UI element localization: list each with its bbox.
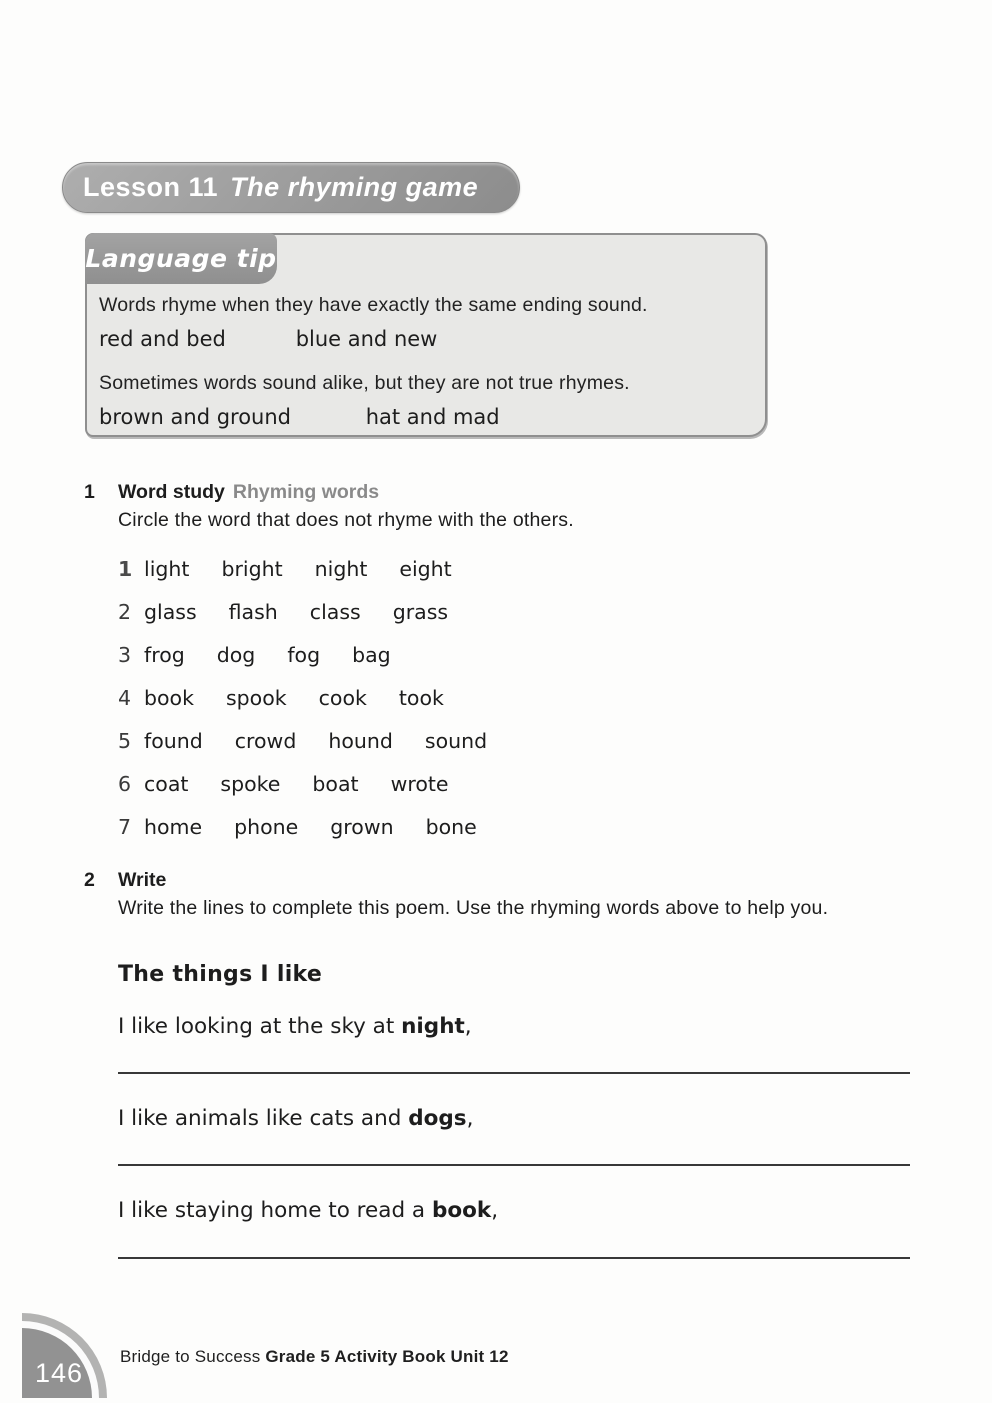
example-pair: brown and ground: [99, 405, 291, 429]
tip-rule-1: Words rhyme when they have exactly the same ending sound.: [99, 294, 648, 316]
example-pair: red and bed: [99, 327, 226, 351]
word-option: spoke: [220, 772, 281, 796]
exercise-1-word-study: [84, 480, 954, 858]
line-punct: ,: [466, 1106, 474, 1131]
poem-line-1: [118, 1014, 954, 1040]
word-option: phone: [234, 815, 299, 839]
example-pair: blue and new: [295, 327, 438, 351]
row-number: 3: [118, 643, 132, 667]
word-option: grown: [330, 815, 394, 839]
exercise-title: Write: [118, 869, 167, 891]
word-row-5: [118, 729, 954, 772]
rhyme-word: dogs: [408, 1106, 467, 1131]
language-tip-tab: Language tip: [85, 233, 277, 284]
word-row-3: [118, 643, 954, 686]
row-number: 2: [118, 600, 132, 624]
line-punct: ,: [491, 1198, 499, 1223]
row-number: 5: [118, 729, 132, 753]
word-option: glass: [144, 600, 197, 624]
word-row-2: [118, 600, 954, 643]
poem-line-2: [118, 1106, 954, 1132]
writing-line-2: [118, 1164, 910, 1166]
word-row-1: [118, 557, 954, 600]
writing-line-1: [118, 1072, 910, 1074]
word-row-4: [118, 686, 954, 729]
lesson-number: Lesson 11: [83, 172, 219, 202]
word-option: crowd: [234, 729, 297, 753]
exercise-title: Word study: [118, 481, 225, 503]
line-text: I like looking at the sky at: [118, 1014, 402, 1039]
word-option: spook: [225, 686, 287, 710]
rhyme-word: night: [401, 1014, 465, 1039]
word-option: boat: [312, 772, 359, 796]
word-option: home: [144, 815, 203, 839]
footer-book-title: [120, 1347, 509, 1367]
exercise-subtitle: Rhyming words: [232, 481, 380, 503]
exercise-2-instruction: Write the lines to complete this poem. Use the rhyming words above to help you.: [118, 897, 829, 919]
word-option: book: [144, 686, 194, 710]
exercise-1-instruction: Circle the word that does not rhyme with the others.: [118, 509, 574, 531]
line-punct: ,: [464, 1014, 472, 1039]
line-text: I like staying home to read a: [118, 1198, 432, 1223]
language-tip-content: [99, 293, 753, 431]
row-number: 4: [118, 686, 132, 710]
rhyming-word-list: [118, 557, 954, 858]
word-option: bright: [221, 557, 283, 581]
poem: [118, 962, 954, 1259]
row-number: 7: [118, 815, 132, 839]
word-option: dog: [216, 643, 256, 667]
word-option: coat: [144, 772, 189, 796]
word-option: bone: [425, 815, 477, 839]
word-option: bag: [352, 643, 391, 667]
tip-examples-1: [99, 325, 753, 353]
word-row-7: [118, 815, 954, 858]
word-row-6: [118, 772, 954, 815]
word-option: took: [398, 686, 444, 710]
word-option: frog: [144, 643, 185, 667]
word-option: class: [309, 600, 361, 624]
poem-title: The things I like: [118, 962, 323, 987]
tip-examples-2: [99, 403, 753, 431]
word-option: hound: [328, 729, 393, 753]
exercise-2-write: [84, 868, 954, 1259]
row-number: 1: [118, 557, 133, 581]
exercise-number: 1: [84, 481, 95, 503]
language-tip-box: [85, 233, 767, 437]
word-option: wrote: [390, 772, 449, 796]
line-text: I like animals like cats and: [118, 1106, 409, 1131]
lesson-banner: [62, 162, 520, 213]
word-option: cook: [318, 686, 367, 710]
row-number: 6: [118, 772, 132, 796]
page-number: 146: [35, 1358, 84, 1388]
word-option: sound: [424, 729, 488, 753]
word-option: night: [314, 557, 368, 581]
word-option: fog: [287, 643, 321, 667]
writing-line-3: [118, 1257, 910, 1259]
book-info: Grade 5 Activity Book Unit 12: [265, 1347, 509, 1366]
rhyme-word: book: [431, 1198, 492, 1223]
word-option: light: [144, 557, 190, 581]
word-option: found: [144, 729, 203, 753]
exercise-1-heading: [84, 480, 954, 504]
word-option: eight: [399, 557, 452, 581]
exercise-2-heading: [84, 868, 954, 892]
poem-line-3: [118, 1198, 954, 1224]
tip-rule-2: Sometimes words sound alike, but they are not true rhymes.: [99, 372, 630, 394]
exercise-number: 2: [84, 869, 95, 891]
book-series: Bridge to Success: [120, 1347, 261, 1366]
word-option: grass: [392, 600, 449, 624]
word-option: flash: [228, 600, 278, 624]
example-pair: hat and mad: [365, 405, 500, 429]
page-number-badge: [22, 1313, 107, 1398]
lesson-title: The rhyming game: [230, 172, 479, 202]
